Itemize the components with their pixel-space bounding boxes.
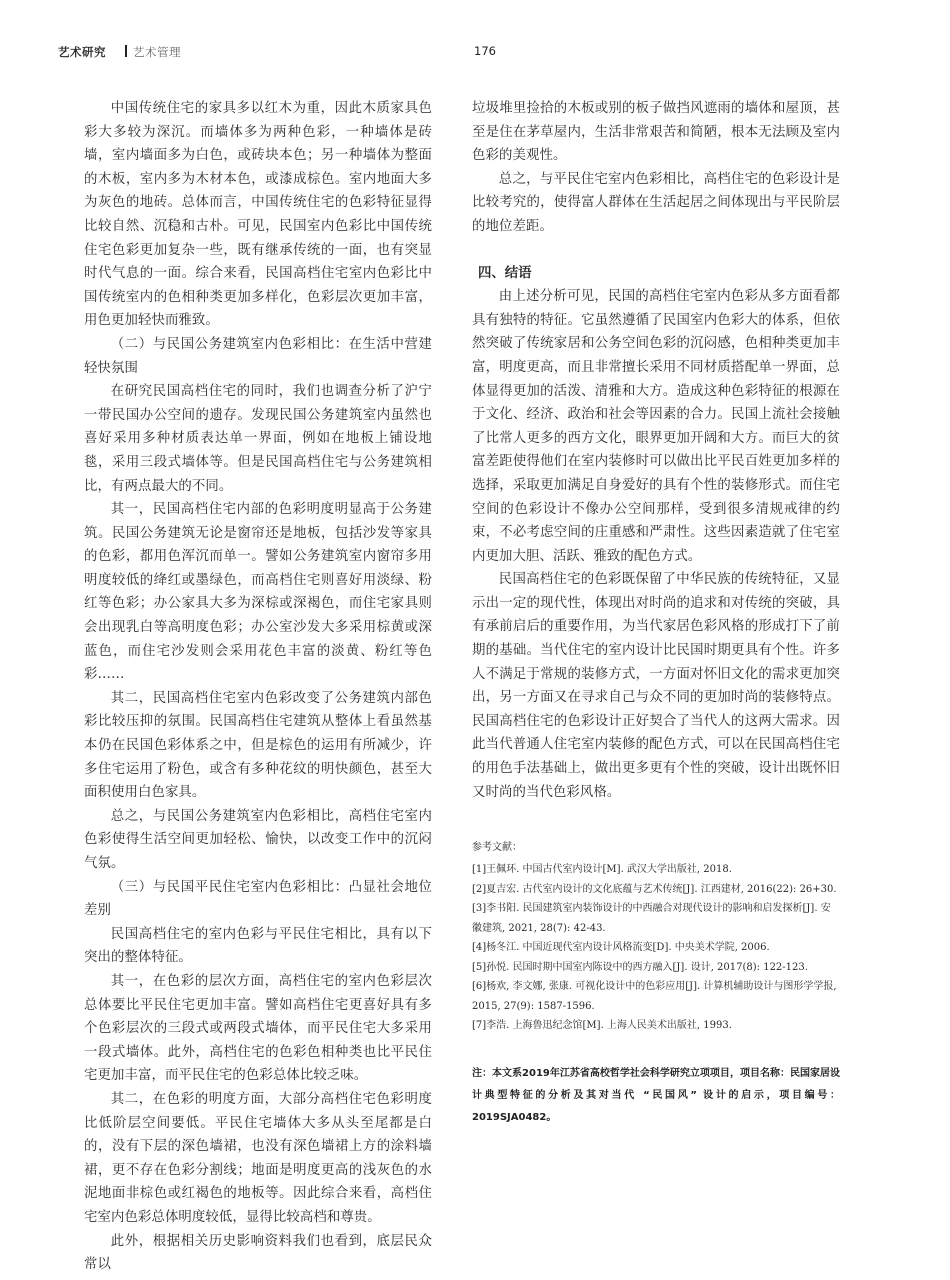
- subsection-heading: （二）与民国公务建筑室内色彩相比：在生活中营建轻快氛围: [84, 336, 432, 376]
- section-name: 艺术管理: [133, 45, 181, 59]
- paragraph-continuation: 垃圾堆里捡拾的木板或别的板子做挡风遮雨的墙体和屋顶，甚至是住在茅草屋内，生活非常艰苦和简陋，根本无法顾及室内色彩的美观性。: [472, 101, 840, 164]
- section-heading: 四、结语: [478, 264, 532, 281]
- page-number: 176: [474, 44, 496, 58]
- paragraph: 由上述分析可见，民国的高档住宅室内色彩从多方面看都具有独特的特征。它虽然遵循了民国室内色彩大的体系，但依然突破了传统家居和公务空间色彩的沉闷感，色相种类更加丰富，明度更高，而且非常擅长采用不同材质搭配单一界面，总体显得更加的活泼、清雅和大方。造成这种色彩特征的根源在于文化、经济、政治和社会等因素的合力。民国上流社会接触了比常人更多的西方文化，眼界更加开阔和大方。而巨大的贫富差距使得他们在室内装修时可以做出比平民百姓更加多样的选择，采取更加满足自身爱好的具有个性的装修形式。而住宅空间的色彩设计不像办公空间那样，受到很多清规戒律的约束，不必考虑空间的庄重感和严肃性。这些因素造就了住宅室内更加大胆、活跃、雅致的配色方式。: [472, 289, 840, 564]
- references: [472, 838, 840, 1036]
- funding-note: 注：本文系2019年江苏省高校哲学社会科学研究立项项目，项目名称：民国家居设计典型特征的分析及其对当代 “民国风” 设计的启示，项目编号：2019SJA0482。: [472, 1067, 840, 1123]
- reference-item: [2]夏吉宏. 古代室内设计的文化底蕴与艺术传统[J]. 江西建材, 2016(22): 26+30.: [472, 883, 837, 895]
- reference-item: [3]李书阳. 民国建筑室内装饰设计的中西融合对现代设计的影响和启发探析[J]. 安徽建筑, 2021, 28(7): 42-43.: [472, 903, 831, 934]
- reference-item: [7]李浩. 上海鲁迅纪念馆[M]. 上海人民美术出版社, 1993.: [472, 1020, 732, 1032]
- journal-name: 艺术研究: [58, 45, 106, 59]
- reference-item: [6]杨欢, 李文娜, 张康. 可视化设计中的色彩应用[J]. 计算机辅助设计与图形学学报, 2015, 27(9): 1587-1596.: [472, 981, 837, 1012]
- subsection-heading: （三）与民国平民住宅室内色彩相比：凸显社会地位差别: [84, 879, 432, 919]
- page-header: [58, 36, 892, 66]
- paragraph: 其一，在色彩的层次方面，高档住宅的室内色彩层次总体要比平民住宅更加丰富。譬如高档住宅更喜好具有多个色彩层次的三段式或两段式墙体，而平民住宅大多采用一段式墙体。此外，高档住宅的色彩色相种类也比平民住宅更加丰富，而平民住宅的色彩总体比较乏味。: [84, 973, 432, 1084]
- paragraph: 总之，与民国公务建筑室内色彩相比，高档住宅室内色彩使得生活空间更加轻松、愉快，以改变工作中的沉闷气氛。: [84, 808, 432, 871]
- paragraph: 其二，在色彩的明度方面，大部分高档住宅色彩明度比低阶层空间要低。平民住宅墙体大多从头至尾都是白的，没有下层的深色墙裙，也没有深色墙裙上方的涂料墙裙，更不存在色彩分割线；地面是明度更高的浅灰色的水泥地面非棕色或红褐色的地板等。因此综合来看，高档住宅室内色彩总体明度较低，显得比较高档和尊贵。: [84, 1091, 432, 1225]
- paragraph: 其二，民国高档住宅室内色彩改变了公务建筑内部色彩比较压抑的氛围。民国高档住宅建筑从整体上看虽然基本仍在民国色彩体系之中，但是棕色的运用有所减少，许多住宅运用了粉色，或含有多种花纹的明快颜色，甚至大面积使用白色家具。: [84, 690, 432, 801]
- reference-item: [4]杨冬江. 中国近现代室内设计风格流变[D]. 中央美术学院, 2006.: [472, 942, 770, 954]
- header-divider: [125, 45, 127, 57]
- paragraph: 民国高档住宅的室内色彩与平民住宅相比，具有以下突出的整体特征。: [84, 926, 432, 966]
- paragraph: 在研究民国高档住宅的同时，我们也调查分析了沪宁一带民国办公空间的遗存。发现民国公务建筑室内虽然也喜好采用多种材质表达单一界面，例如在地板上铺设地毯，采用三段式墙体等。但是民国高档住宅与公务建筑相比，有两点最大的不同。: [84, 384, 432, 494]
- paragraph: 民国高档住宅的色彩既保留了中华民族的传统特征，又显示出一定的现代性，体现出对时尚的追求和对传统的突破，具有承前启后的重要作用，为当代家居色彩风格的形成打下了前期的基础。当代住宅的室内设计比民国时期更具有个性。许多人不满足于常规的装修方式，一方面对怀旧文化的需求更加突出，另一方面又在寻求自己与众不同的更加时尚的装修特点。民国高档住宅的色彩设计正好契合了当代人的这两大需求。因此当代普通人住宅室内装修的配色方式，可以在民国高档住宅的用色手法基础上，做出更多更有个性的突破，设计出既怀旧又时尚的当代色彩风格。: [472, 572, 840, 800]
- right-column: [472, 97, 840, 1129]
- paragraph: 总之，与平民住宅室内色彩相比，高档住宅的色彩设计是比较考究的，使得富人群体在生活起居之间体现出与平民阶层的地位差距。: [472, 171, 840, 234]
- references-title: 参考文献：: [472, 842, 522, 854]
- reference-item: [1]王佩环. 中国古代室内设计[M]. 武汉大学出版社, 2018.: [472, 864, 732, 876]
- paragraph: 其一，民国高档住宅内部的色彩明度明显高于公务建筑。民国公务建筑无论是窗帘还是地板，包括沙发等家具的色彩，都用色浑沉而单一。譬如公务建筑室内窗帘多用明度较低的绛红或墨绿色，而高档住宅则喜好用淡绿、粉红等色彩；办公家具大多为深棕或深褐色，而住宅家具则会出现乳白等高明度色彩；办公室沙发大多采用棕黄或深蓝色，而住宅沙发则会采用花色丰富的淡黄、粉红等色彩……: [84, 502, 432, 683]
- section-spacer: [472, 239, 840, 262]
- paragraph: 中国传统住宅的家具多以红木为重，因此木质家具色彩大多较为深沉。而墙体多为两种色彩，一种墙体是砖墙，室内墙面多为白色，或砖块本色；另一种墙体为整面的木板，室内多为木材本色，或漆成棕色。室内地面大多为灰色的地砖。总体而言，中国传统住宅的色彩特征显得比较自然、沉稳和古朴。可见，民国室内色彩比中国传统住宅色彩更加复杂一些，既有继承传统的一面，也有突显时代气息的一面。综合来看，民国高档住宅室内色彩比中国传统室内的色相种类更加多样化，色彩层次更加丰富，用色更加轻快而雅致。: [84, 101, 432, 329]
- reference-item: [5]孙悦. 民国时期中国室内陈设中的西方融入[J]. 设计, 2017(8): 122-123.: [472, 961, 808, 973]
- paragraph: 此外，根据相关历史影响资料我们也看到，底层民众常以: [84, 1233, 432, 1273]
- left-column: [84, 97, 432, 1277]
